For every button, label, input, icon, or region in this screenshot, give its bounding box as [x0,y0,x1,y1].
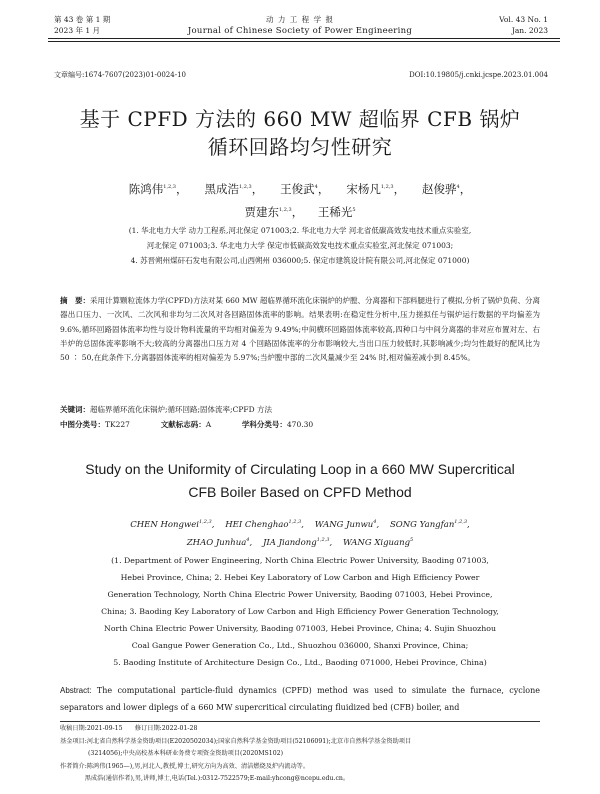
abstract-cn-label: 摘 要： [60,296,91,305]
header-date-cn: 2023 年 1 月 [54,26,101,35]
header-volume-en: Vol. 43 No. 1 [499,15,548,24]
affiliation-en-line: 5. Baoding Institute of Architecture Design Co., Ltd., Baoding 071000, Hebei Province, China) [113,658,487,667]
author-en: ZHAO Junhua$^4$, [186,537,253,548]
subject-code-value: 470.30 [286,420,314,429]
abstract-cn-text: 采用计算颗粒流体力学(CPFD)方法对某 660 MW 超临界循环流化床锅炉的炉膛、分离器和下部料腿进行了模拟,分析了锅炉负荷、分离器出口压力、一次风、二次风和非均匀二次风对各回路固体流率的影响。结果表明:在稳定性分析中,压力搓拟任与锅炉运行数据的平均偏差为 9.6%,循环回路固体流率均性与设计物料流量的平均相对偏差为 9.49%;中间横环回路固体流率较高,四种口与中间分离器的非对应布置对左、右半炉的总固体流率影响不大;较高的分离器出口压力对 4 个回路固体流率的分布影响较大,当出口压力较低时,其影响减少;均匀性最好的配风比为 50 ∶ 50,在此条件下,分离器固体流率的相对偏差为 5.97%;当炉膛中部的二次风量减少至 24% 时,相对偏差减小到 8.45%。 [60,296,540,363]
footnotes [60,723,540,786]
header-journal-en: Journal of Chinese Society of Power Engineering [187,26,413,36]
header-rule-bottom [48,41,560,42]
affiliation-en-line: Generation Technology, North China Electric Power University, Baoding 071003, Hebei Province, [107,590,493,599]
author-cn: 贾建东$^{1,2,3}$， [244,205,304,219]
author-cn: 黑成浩$^{1,2,3}$， [204,182,264,196]
doc-code-label: 文献标志码： [160,420,206,429]
abstract-cn [60,294,540,398]
author-en: CHEN Hongwei$^{1,2,3}$, [130,519,215,530]
header-date-en: Jan. 2023 [511,26,548,35]
author-cn: 王俊武$^4$， [280,182,330,196]
author-cn: 宋杨凡$^{1,2,3}$， [346,182,406,196]
affiliation-en-line: (1. Department of Power Engineering, North China Electric Power University, Baoding 071003, [111,556,489,565]
keywords-cn-text: 超临界循环流化床锅炉;循环回路;固体流率;CPFD 方法 [90,405,272,414]
authors-cn-line-1 [0,181,600,197]
footnote-line: 收稿日期:2021-09-15 修订日期:2022-01-28 [60,725,198,732]
author-en: WANG Xiguang$^5$ [342,537,414,548]
affiliation-en-line: Hebei Province, China; 2. Hebei Key Laboratory of Low Carbon and High Efficiency Power [120,573,480,582]
classification-cn [60,418,540,432]
article-number: 文章编号:1674-7607(2023)01-0024-10 [54,71,186,79]
affiliation-en-line: Coal Gangue Power Generation Co., Ltd., Shuozhou 036000, Shanxi Province, China; [131,641,469,650]
affiliation-en-line: China; 3. Baoding Key Laboratory of Low Carbon and High Efficiency Power Generation Technology, [101,607,499,616]
clc-value: TK227 [105,420,130,429]
author-cn: 王稀光$^5$ [317,205,356,219]
title-cn-line-1: 基于 CPFD 方法的 660 MW 超临界 CFB 锅炉 [79,107,521,131]
affiliation-en-line: North China Electric Power University, Baoding 071003, Hebei Province, China; 4. Sujin Shuozhou [104,624,496,633]
header-volume-cn: 第 43 卷 第 1 期 [54,15,111,24]
footnote-line: 黑成浩(通信作者),男,讲师,博士,电话(Tel.):0312-7522579;E-mail:yhcong@ncepu.edu.cn。 [60,775,350,782]
title-en-line-2: CFB Boiler Based on CPFD Method [188,484,412,500]
keywords-cn [60,403,540,417]
affiliation-cn-line: (1. 华北电力大学 动力工程系,河北保定 071003;2. 华北电力大学 河北省低碳高效发电技术重点实验室, [128,226,472,235]
doc-code-value: A [205,420,212,429]
affiliation-cn-line: 河北保定 071003;3. 华北电力大学 保定市低碳高效发电技术重点实验室,河北保定 071003; [146,241,454,250]
abstract-en-label: Abstract: [60,686,92,695]
title-en-line-1: Study on the Uniformity of Circulating Loop in a 660 MW Supercritical [85,461,515,477]
keywords-cn-label: 关键词： [60,405,90,414]
subject-code-label: 学科分类号： [241,420,287,429]
author-en: JIA Jiandong$^{1,2,3}$, [262,537,333,548]
abstract-en [60,682,540,716]
title-cn-line-2: 循环回路均匀性研究 [207,135,393,159]
author-en: HEI Chenghao$^{1,2,3}$, [225,519,304,530]
affiliation-cn-line: 4. 苏晋朔州煤矸石发电有限公司,山西朔州 036000;5. 保定市建筑设计院有限公司,河北保定 071000) [130,256,470,265]
authors-en-line-2 [0,538,600,548]
author-en: SONG Yangfan$^{1,2,3}$, [389,519,470,530]
header-journal-cn: 动 力 工 程 学 报 [266,15,334,24]
footnote-line: 基金项目:河北省自然科学基金资助项目(E2020502034);国家自然科学基金资助项目(52106091);北京市自然科学基金资助项目 [60,737,412,745]
author-cn: 赵俊骅$^4$， [422,182,472,196]
footnote-line: 作者简介:陈鸿伟(1965—),男,河北人,教授,博士,研究方向为高效、清洁燃烧及炉内流动等。 [60,762,310,770]
header-rule-top [48,38,560,39]
author-cn: 陈鸿伟$^{1,2,3}$， [128,182,188,196]
footnote-line: (3214056);中央高校基本科研业务费专项资金资助项目(2020MS102) [88,750,283,757]
doi: DOI:10.19805/j.cnki.jcspe.2023.01.004 [409,71,548,79]
abstract-en-text: The computational particle-fluid dynamics (CPFD) method was used to simulate the furnace, cyclone separators and lower diplegs of a 660 MW supercritical circulating fluidized bed (CFB) boiler, and [60,686,540,712]
clc-label: 中图分类号： [60,420,105,429]
author-en: WANG Junwu$^4$, [314,519,380,530]
authors-en-line-1 [0,520,600,530]
footnote-rule [60,721,540,722]
authors-cn-line-2 [0,204,600,220]
